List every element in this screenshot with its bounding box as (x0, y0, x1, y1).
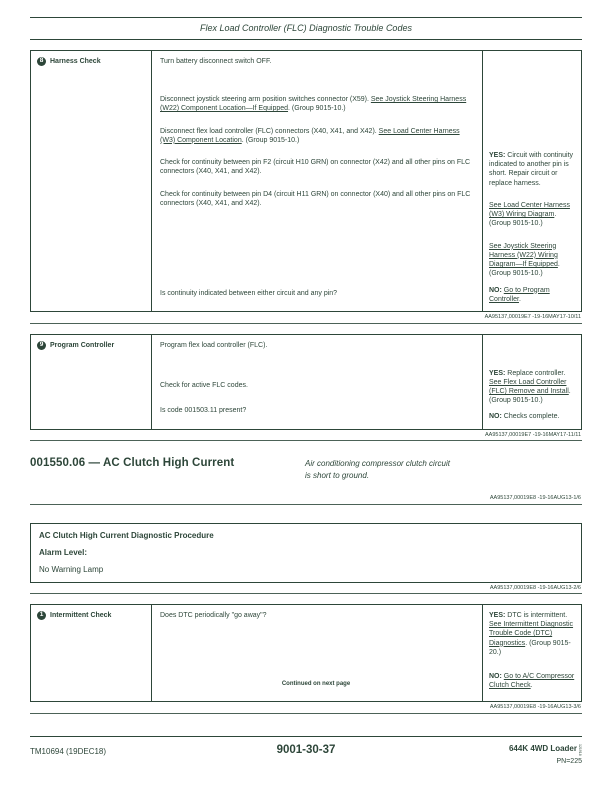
divider (30, 713, 582, 714)
cross-reference-link[interactable]: See Intermittent Diagnostic Trouble Code (DTC) Diagnostics (489, 621, 574, 647)
harness-result-cell (483, 51, 581, 311)
cross-reference-link[interactable]: See Flex Load Controller (FLC) Remove and Install (489, 378, 569, 395)
page-title: Flex Load Controller (FLC) Diagnostic Trouble Codes (200, 23, 412, 33)
text-segment: Disconnect joystick steering arm position switches connector (X59). (160, 96, 371, 104)
instruction-text: Check for active FLC codes. (160, 381, 248, 389)
text-segment: NO: (489, 673, 504, 681)
question-text: Is continuity indicated between either circuit and any pin? (160, 289, 338, 297)
cross-reference-link[interactable]: Go to A/C Compressor Clutch Check (489, 673, 575, 690)
text-segment: YES: (489, 612, 508, 619)
intermittent-step-cell (31, 605, 152, 701)
instruction-text (160, 127, 472, 145)
harness-check-table (30, 50, 582, 312)
program-procedure-cell (152, 335, 483, 429)
instruction-text: Check for continuity between pin F2 (circuit H10 GRN) on connector (X42) and all other pins on FLC connectors (X40, X41, and X42). (160, 159, 471, 176)
dtc-code-title: 001550.06 — AC Clutch High Current (30, 457, 235, 469)
text-segment: . (Group 9015-10.) (489, 387, 571, 405)
instruction-text: Turn battery disconnect switch OFF. (160, 58, 272, 65)
text-segment: . (Group 9015-10.) (489, 261, 560, 278)
text-segment: . (518, 295, 521, 303)
revision-code: AA95137,00019E7 -19-16MAY17-11/11 (484, 431, 581, 438)
result-reference-text (489, 201, 575, 229)
harness-step-cell (31, 51, 152, 311)
result-yes-text (489, 611, 575, 657)
text-segment: . (Group 9015-10.) (489, 211, 557, 228)
intermittent-check-table (30, 604, 582, 702)
dtc-description-line: Air conditioning compressor clutch circuit (305, 459, 450, 468)
step-title: Intermittent Check (50, 612, 112, 619)
question-text: Does DTC periodically "go away"? (160, 612, 267, 619)
text-segment: . (530, 682, 533, 690)
revision-code: AA95137,00019E8 -19-16AUG13-3/6 (489, 704, 581, 710)
alarm-level-value: No Warning Lamp (39, 564, 104, 574)
text-segment: Checks complete. (503, 413, 560, 421)
footer-row (30, 737, 582, 778)
step-title: Program Controller (50, 341, 115, 349)
step-number-badge: 1 (37, 611, 46, 620)
result-no-text (489, 286, 575, 304)
step-number-badge: 9 (37, 341, 46, 350)
cross-reference-link[interactable]: See Joystick Steering Harness (W22) Wiring Diagram—If Equipped (489, 242, 558, 269)
result-no-text (489, 672, 575, 690)
instruction-text: Check for continuity between pin D4 (circuit H11 GRN) on connector (X40) and all other pins on FLC connectors (X40, X41, and X42). (160, 190, 471, 207)
page-content (30, 17, 582, 714)
result-no-text (489, 412, 575, 421)
text-segment: YES: (489, 369, 508, 377)
footer-right (509, 744, 582, 765)
text-segment: Circuit with continuity indicated to another pin is short. Repair circuit or replace harness. (489, 152, 574, 187)
manual-number: TM10694 (19DEC18) (30, 747, 107, 756)
model-name: 644K 4WD Loader (508, 744, 577, 753)
result-reference-text (489, 242, 575, 279)
revision-code: AA95137,00019E8 -19-16AUG13-2/6 (489, 584, 581, 591)
program-controller-table (30, 334, 582, 430)
dtc-section-heading (30, 457, 582, 493)
dtc-description (305, 458, 450, 482)
cross-reference-link[interactable]: See Load Center Harness (W3) Component Location (160, 127, 460, 144)
page-footer (30, 736, 582, 778)
step-number-badge: 8 (37, 57, 46, 66)
text-segment: NO: (489, 286, 504, 294)
divider (30, 323, 582, 324)
text-segment: Disconnect flex load controller (FLC) connectors (X40, X41, and X42). (160, 127, 379, 135)
page-number: 9001-30-37 (276, 744, 336, 756)
harness-procedure-cell (152, 51, 483, 311)
result-yes-text (489, 369, 575, 406)
text-segment: YES: (489, 152, 508, 159)
question-text: Is code 001503.11 present? (160, 407, 247, 415)
text-segment: NO: (489, 413, 504, 421)
print-date-code: 121918 (578, 744, 582, 756)
dtc-description-line: is short to ground. (305, 471, 370, 480)
text-segment: . (Group 9015-10.) (241, 136, 300, 144)
cross-reference-link[interactable]: See Load Center Harness (W3) Wiring Diagram (489, 201, 570, 219)
text-segment: DTC is intermittent. (507, 612, 568, 619)
program-step-cell (31, 335, 152, 429)
divider (30, 593, 582, 594)
step-title: Harness Check (50, 58, 101, 65)
instruction-text: Program flex load controller (FLC). (160, 341, 268, 349)
instruction-text (160, 95, 472, 113)
result-yes-text (489, 151, 575, 188)
intermittent-procedure-cell (152, 605, 483, 701)
cross-reference-link[interactable]: Go to Program Controller (489, 286, 550, 303)
diagnostic-procedure-box (30, 523, 582, 583)
divider (30, 440, 582, 441)
alarm-level-label: Alarm Level: (39, 547, 88, 557)
pn-number: PN=225 (556, 757, 582, 765)
procedure-title: AC Clutch High Current Diagnostic Procedure (39, 530, 214, 540)
text-segment: . (Group 9015-20.) (489, 639, 571, 656)
header-rule-bottom (30, 39, 582, 40)
revision-code: AA95137,00019E7 -19-16MAY17-10/11 (484, 314, 581, 320)
intermittent-result-cell (483, 605, 581, 701)
program-result-cell (483, 335, 581, 429)
divider (30, 504, 582, 505)
continued-note: Continued on next page (281, 681, 351, 688)
revision-code: AA95137,00019E8 -19-16AUG13-1/6 (489, 495, 581, 501)
text-segment: Replace controller. (507, 369, 566, 377)
text-segment: . (Group 9015-10.) (288, 105, 346, 113)
cross-reference-link[interactable]: See Joystick Steering Harness (W22) Component Location—If Equipped (160, 96, 467, 113)
